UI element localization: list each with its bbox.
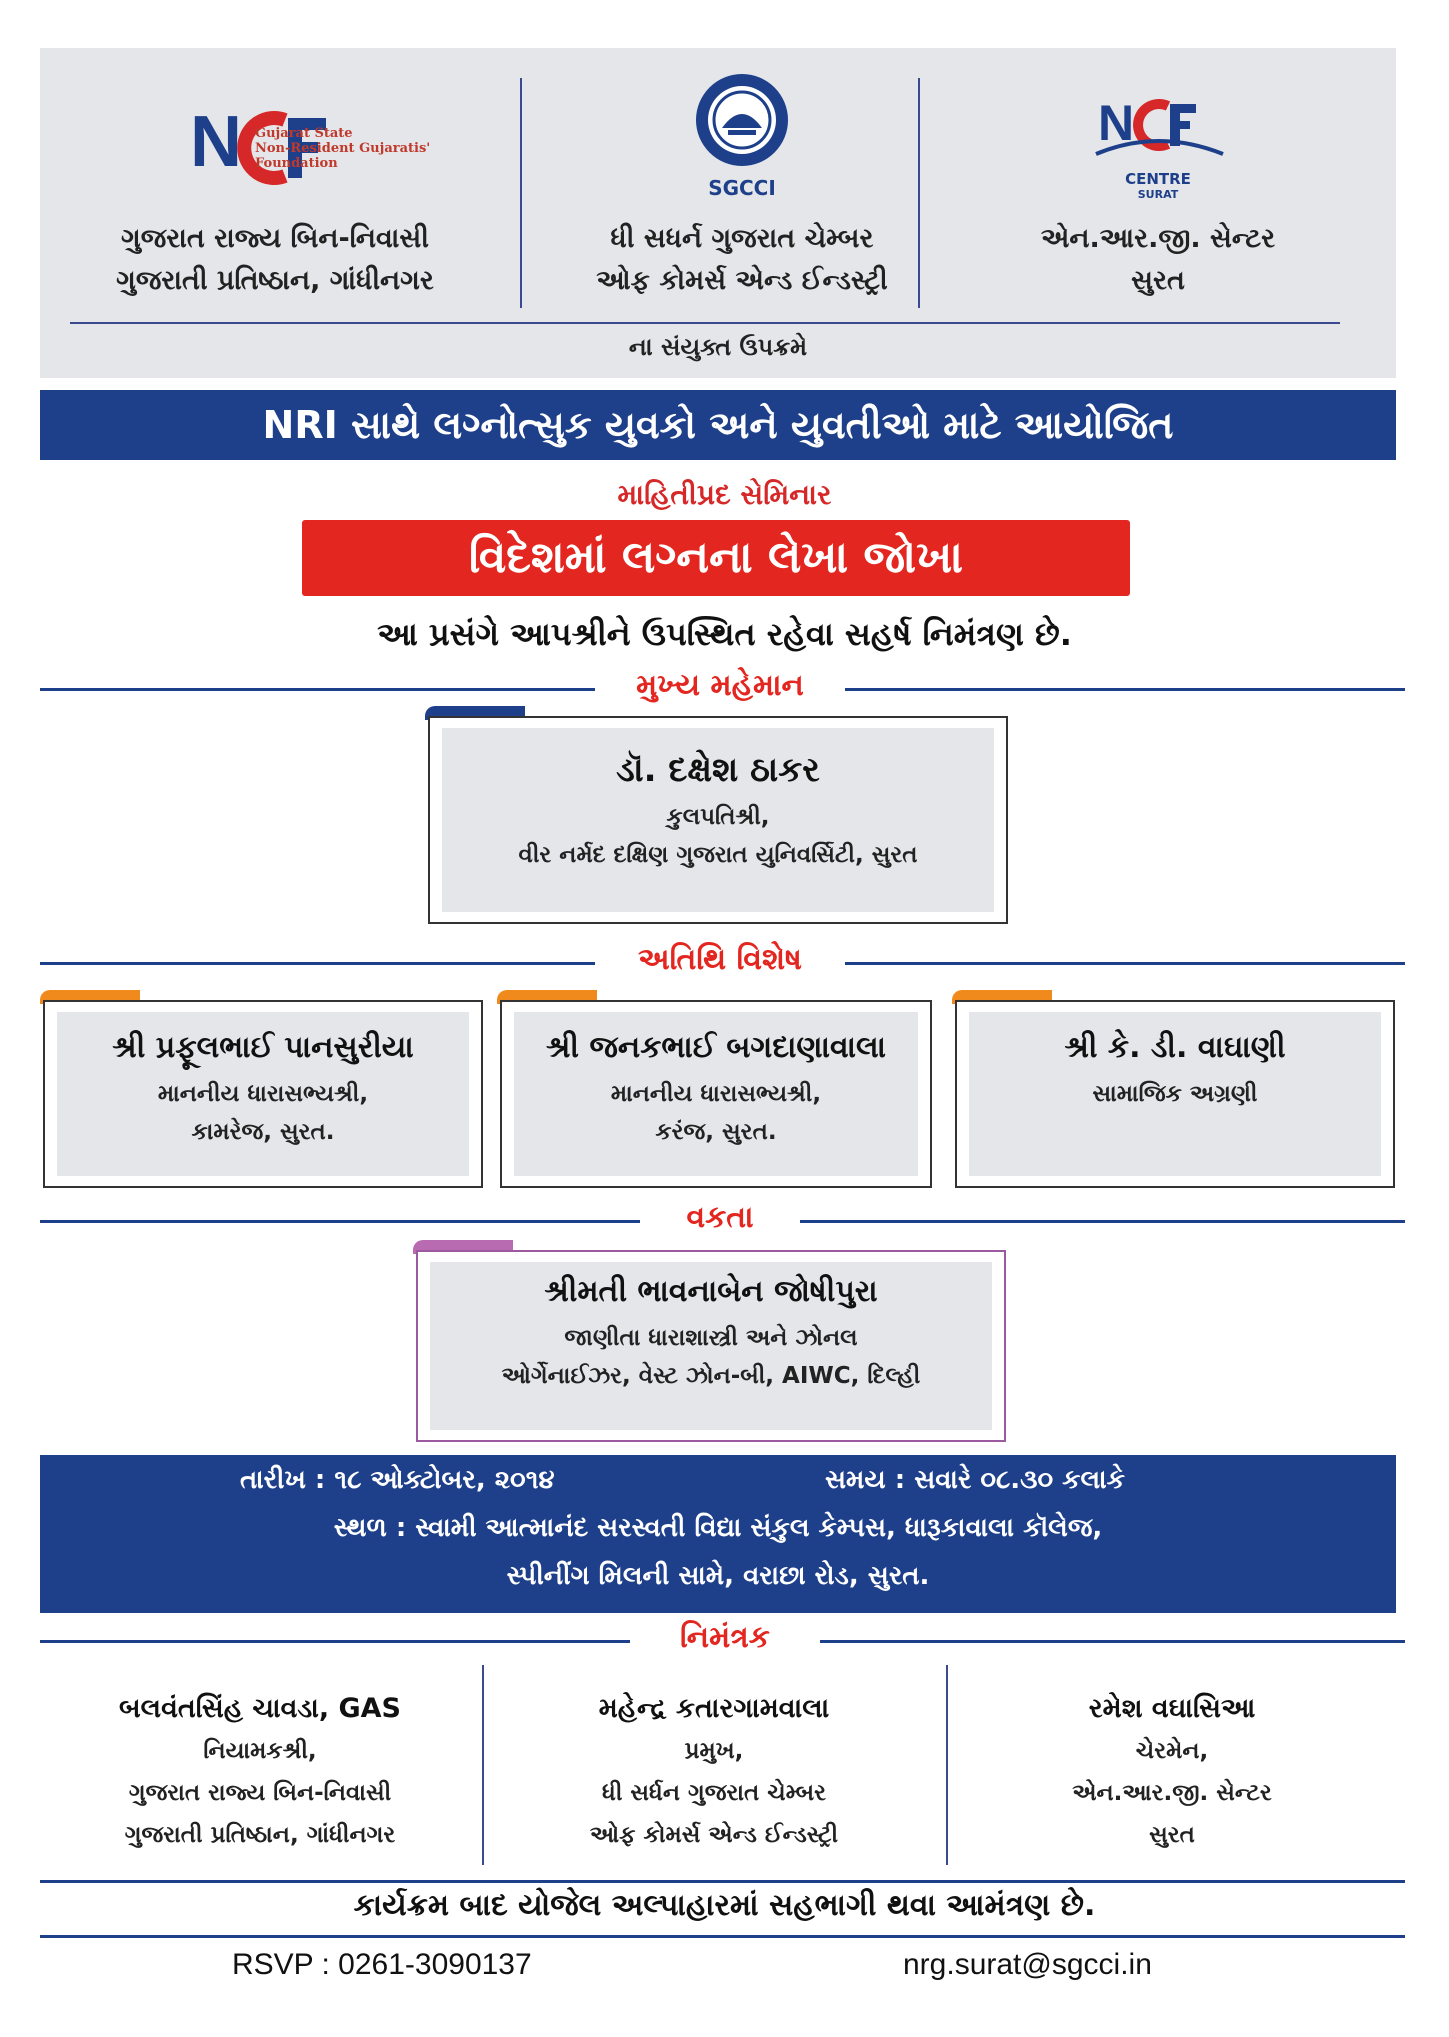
header-panel xyxy=(40,48,1396,378)
special-guest-line: સામાજિક અગ્રણી xyxy=(1092,1081,1258,1107)
host-line: પ્રમુખ, xyxy=(684,1738,744,1764)
special-guest-name: શ્રી કે. ડી. વાઘાણી xyxy=(1064,1030,1286,1065)
host-name: મહેન્દ્ર કતારગામવાલા xyxy=(598,1693,830,1724)
host-line: ઓફ કોમર્સ એન્ડ ઈન્ડસ્ટ્રી xyxy=(589,1822,839,1848)
section-rule xyxy=(40,962,595,965)
event-details xyxy=(40,1455,1396,1613)
ngf-logo-caption: Gujarat State Non-Resident Gujaratis' Foundation xyxy=(255,126,431,171)
section-rule xyxy=(845,962,1405,965)
chief-guest-card xyxy=(428,716,1008,924)
host-block xyxy=(484,1688,944,1856)
section-rule xyxy=(40,1640,630,1643)
org-sgcci xyxy=(522,48,962,318)
host-line: નિયામકશ્રી, xyxy=(203,1738,317,1764)
sgcci-emblem-icon xyxy=(692,70,792,170)
host-line: ગુજરાતી પ્રતિષ્ઠાન, ગાંધીનગર xyxy=(124,1822,396,1848)
speaker-heading: વકતા xyxy=(686,1200,754,1235)
chief-guest-heading: મુખ્ય મહેમાન xyxy=(636,668,804,703)
event-venue: સ્થળ : સ્વામી આત્માનંદ સરસ્વતી વિદ્યા સંકુલ કેમ્પસ, ધારૂકાવાલા કૉલેજ, xyxy=(333,1513,1103,1543)
host-line: ચેરમેન, xyxy=(1135,1738,1209,1764)
host-line: ગુજરાત રાજ્ય બિન-નિવાસી xyxy=(128,1780,392,1806)
svg-text:N: N xyxy=(190,102,242,182)
special-guest-name: શ્રી જનકભાઈ બગદાણાવાલા xyxy=(545,1030,887,1065)
chief-guest-name: ડૉ. દક્ષેશ ઠાકર xyxy=(616,750,820,790)
event-date: તારીખ : ૧૮ ઓક્ટોબર, ૨૦૧૪ xyxy=(240,1465,555,1495)
special-guests-heading: અતિથિ વિશેષ xyxy=(638,942,802,977)
header-rule xyxy=(70,322,1340,324)
host-name: બલવંતસિંહ ચાવડા, GAS xyxy=(118,1693,402,1724)
section-rule xyxy=(40,1880,1405,1883)
ngf-logo xyxy=(90,98,490,188)
host-block xyxy=(40,1688,480,1856)
hosts-heading: નિમંત્રક xyxy=(680,1620,770,1655)
invitation-text: આ પ્રસંગે આપશ્રીને ઉપસ્થિત રહેવા સહર્ષ નિમંત્રણ છે. xyxy=(377,615,1072,653)
host-block xyxy=(948,1688,1396,1856)
event-time: સમય : સવારે ૦૮.૩૦ કલાકે xyxy=(825,1465,1125,1495)
joint-text: ના સંયુક્ત ઉપક્રમે xyxy=(628,333,808,361)
event-venue: સ્પીનીંગ મિલની સામે, વરાછા રોડ, સુરત. xyxy=(506,1561,930,1591)
section-rule xyxy=(800,1220,1405,1223)
ngf-centre-logo-icon xyxy=(1088,88,1228,168)
speaker-card xyxy=(416,1250,1006,1442)
seminar-label: માહિતીપ્રદ સેમિનાર xyxy=(617,478,832,511)
special-guest-card xyxy=(500,1000,932,1188)
svg-text:N: N xyxy=(1098,95,1135,151)
special-guest-line: માનનીય ધારાસભ્યશ્રી, xyxy=(610,1081,822,1107)
org-ngf xyxy=(40,48,510,318)
org-nrg-name: એન.આર.જી. સેન્ટર સુરત xyxy=(1040,223,1276,296)
speaker-line: ઓર્ગેનાઈઝર, વેસ્ટ ઝોન-બી, AIWC, દિલ્હી xyxy=(501,1363,921,1389)
special-guest-line: કામરેજ, સુરત. xyxy=(191,1119,335,1145)
speaker-line: જાણીતા ધારાશાસ્ત્રી અને ઝોનલ xyxy=(564,1325,858,1351)
ngf-centre-caption: CENTRE SURAT xyxy=(1125,170,1191,201)
org-ngf-name: ગુજરાત રાજ્ય બિન-નિવાસી ગુજરાતી પ્રતિષ્ઠાન, ગાંધીનગર xyxy=(116,223,434,296)
seminar-title: વિદેશમાં લગ્નના લેખા જોખા xyxy=(302,520,1130,596)
special-guest-card xyxy=(43,1000,483,1188)
section-rule xyxy=(820,1640,1405,1643)
host-line: સુરત xyxy=(1149,1822,1195,1848)
org-sgcci-name: ધી સધર્ન ગુજરાત ચેમ્બર ઓફ કોમર્સ એન્ડ ઈન્ડસ્ટ્રી xyxy=(596,223,888,296)
sgcci-logo-text: SGCCI xyxy=(708,176,776,200)
chief-guest-line: વીર નર્મદ દક્ષિણ ગુજરાત યુનિવર્સિટી, સુરત xyxy=(518,842,918,868)
special-guest-line: માનનીય ધારાસભ્યશ્રી, xyxy=(157,1081,369,1107)
host-name: રમેશ વઘાસિઆ xyxy=(1088,1693,1256,1724)
section-rule xyxy=(40,1935,1405,1938)
section-rule xyxy=(845,688,1405,691)
contact-email[interactable]: nrg.surat@sgcci.in xyxy=(903,1948,1152,1981)
closing-text: કાર્યક્રમ બાદ યોજેલ અલ્પાહારમાં સહભાગી થવા આમંત્રણ છે. xyxy=(353,1888,1096,1923)
section-rule xyxy=(40,1220,640,1223)
rsvp-phone[interactable]: RSVP : 0261-3090137 xyxy=(232,1948,532,1981)
org-nrg-centre xyxy=(920,48,1396,318)
speaker-name: શ્રીમતી ભાવનાબેન જોષીપુરા xyxy=(544,1274,878,1309)
special-guest-name: શ્રી પ્રફૂલભાઈ પાનસુરીયા xyxy=(112,1030,414,1065)
host-line: ધી સર્ધન ગુજરાત ચેમ્બર xyxy=(602,1780,826,1806)
special-guest-line: કરંજ, સુરત. xyxy=(655,1119,777,1145)
section-rule xyxy=(40,688,595,691)
chief-guest-line: કુલપતિશ્રી, xyxy=(666,804,770,830)
nri-banner: NRI સાથે લગ્નોત્સુક યુવકો અને યુવતીઓ માટે આયોજિત xyxy=(40,390,1396,460)
special-guest-card xyxy=(955,1000,1395,1188)
host-line: એન.આર.જી. સેન્ટર xyxy=(1072,1780,1272,1806)
